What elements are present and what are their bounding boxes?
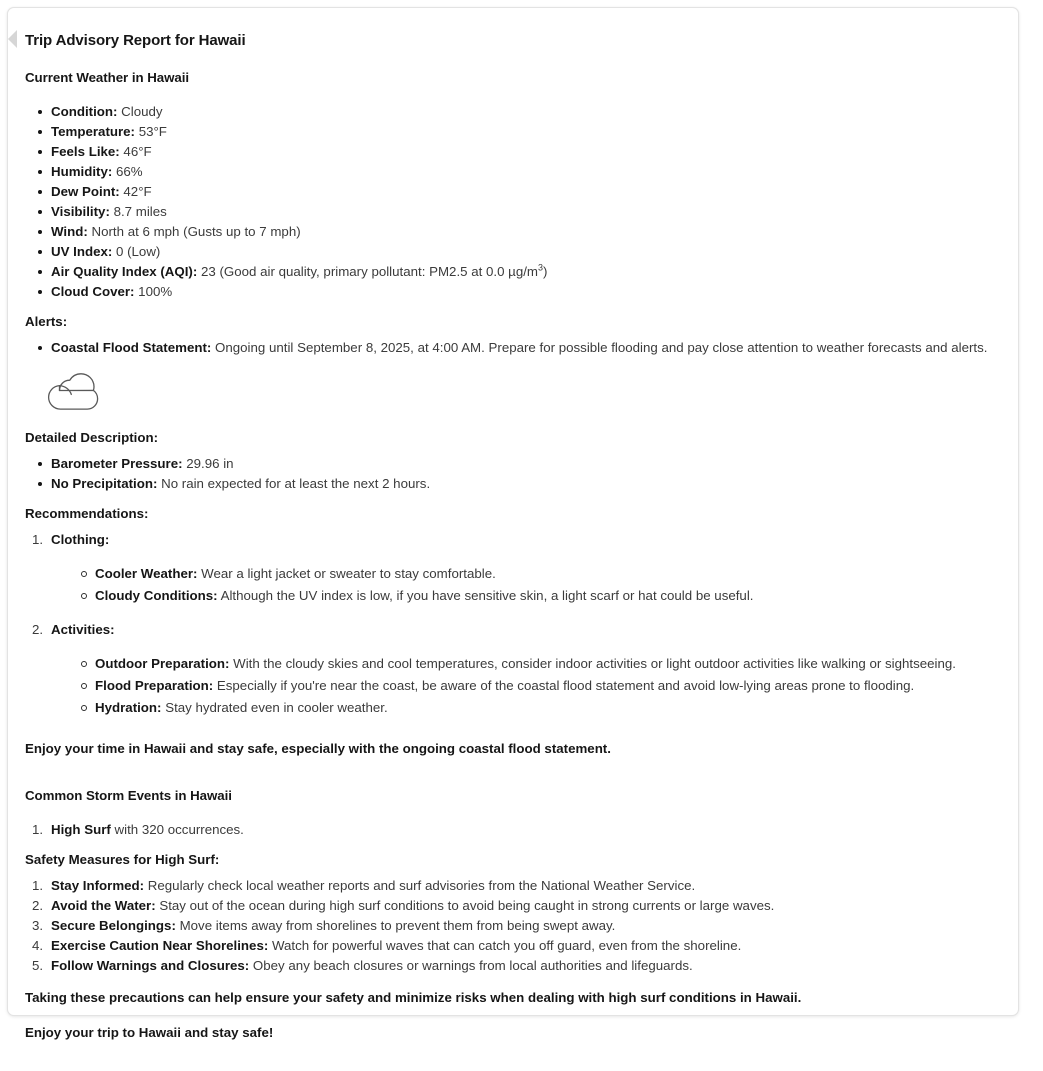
alerts-list [25, 338, 1001, 358]
recommendation-item [51, 585, 1001, 607]
alerts-heading: Alerts: [25, 314, 68, 329]
safety-label: Avoid the Water: [51, 897, 156, 913]
weather-item-label: Visibility: [51, 204, 110, 219]
storm-event-name: High Surf [51, 821, 111, 837]
safety-text: Move items away from shorelines to prevent them from being swept away. [175, 917, 616, 933]
page-title: Trip Advisory Report for Hawaii [25, 32, 246, 49]
current-weather-heading: Current Weather in Hawaii [25, 70, 190, 85]
weather-item-value: 46°F [119, 144, 152, 159]
safety-list-item [25, 916, 1001, 936]
weather-list-item [25, 162, 1001, 182]
detail-list-item [25, 454, 1001, 474]
recommendation-item [51, 675, 1001, 697]
message-tail [8, 30, 17, 48]
report-content [8, 8, 1018, 1071]
recommendation-item [51, 653, 1001, 675]
weather-item-label: Condition: [51, 104, 118, 119]
storm-event-count: with 320 occurrences. [110, 821, 244, 837]
safety-label: Stay Informed: [51, 877, 145, 893]
weather-icon-container [25, 358, 1001, 430]
closing-weather-note: Enjoy your time in Hawaii and stay safe, especially with the ongoing coastal flood statement. [25, 741, 611, 756]
recommendation-item-label: Flood Preparation: [95, 678, 214, 693]
alert-list-item [25, 338, 1001, 358]
detail-label: No Precipitation: [51, 476, 158, 491]
weather-item-label: UV Index: [51, 244, 113, 259]
weather-item-value: 0 (Low) [112, 244, 161, 259]
closing-precautions-note: Taking these precautions can help ensure your safety and minimize risks when dealing with high surf conditions in Hawaii. [25, 989, 802, 1005]
weather-item-value: 53°F [135, 124, 167, 139]
weather-item-label: Air Quality Index (AQI): [51, 264, 198, 279]
weather-item-value: Cloudy [117, 104, 163, 119]
detail-value: 29.96 in [182, 456, 234, 471]
storm-events-list [25, 820, 1001, 840]
storm-list-item [25, 820, 1001, 840]
safety-measures-list [25, 876, 1001, 976]
weather-item-value: 23 (Good air quality, primary pollutant: PM2.5 at 0.0 µg/m [197, 264, 539, 279]
weather-item-label: Feels Like: [51, 144, 120, 159]
recommendation-item-label: Outdoor Preparation: [95, 656, 230, 671]
recommendation-item-text: With the cloudy skies and cool temperatures, consider indoor activities or light outdoor activities like walking or sightseeing. [229, 656, 956, 671]
safety-list-item [25, 936, 1001, 956]
recommendation-item-text: Although the UV index is low, if you have sensitive skin, a light scarf or hat could be useful. [217, 588, 754, 603]
recommendation-group [25, 620, 1001, 719]
safety-list-item [25, 896, 1001, 916]
weather-item-label: Dew Point: [51, 184, 120, 199]
recommendation-group-label: Clothing: [51, 532, 110, 547]
weather-item-label: Humidity: [51, 164, 113, 179]
closing-trip-note: Enjoy your trip to Hawaii and stay safe! [25, 1024, 274, 1040]
detailed-description-list [25, 454, 1001, 494]
safety-measures-heading: Safety Measures for High Surf: [25, 851, 220, 867]
recommendations-list [25, 530, 1001, 719]
weather-list-item [25, 222, 1001, 242]
detail-list-item [25, 474, 1001, 494]
safety-label: Secure Belongings: [51, 917, 176, 933]
weather-item-label: Temperature: [51, 124, 135, 139]
weather-list-item [25, 242, 1001, 262]
safety-label: Exercise Caution Near Shorelines: [51, 937, 269, 953]
weather-list-item [25, 142, 1001, 162]
weather-list-item [25, 262, 1001, 282]
weather-list-item [25, 122, 1001, 142]
weather-item-value: North at 6 mph (Gusts up to 7 mph) [87, 224, 301, 239]
recommendation-sublist [51, 653, 1001, 719]
recommendation-item-label: Cloudy Conditions: [95, 588, 218, 603]
unit-exponent: 3 [538, 262, 544, 273]
detail-value: No rain expected for at least the next 2 hours. [157, 476, 431, 491]
safety-list-item [25, 876, 1001, 896]
recommendation-item-label: Hydration: [95, 700, 162, 715]
safety-list-item [25, 956, 1001, 976]
advisory-message-card [7, 7, 1019, 1040]
weather-list-item [25, 182, 1001, 202]
weather-item-value: 8.7 miles [109, 204, 167, 219]
weather-item-label: Wind: [51, 224, 88, 239]
weather-list-item [25, 102, 1001, 122]
current-weather-list [25, 102, 1001, 302]
storm-events-heading: Common Storm Events in Hawaii [25, 787, 232, 803]
recommendation-item-label: Cooler Weather: [95, 566, 198, 581]
weather-item-value: 42°F [119, 184, 152, 199]
safety-text: Regularly check local weather reports and surf advisories from the National Weather Service. [144, 877, 696, 893]
safety-text: Stay out of the ocean during high surf conditions to avoid being caught in strong currents or large waves. [155, 897, 775, 913]
recommendation-item-text: Wear a light jacket or sweater to stay comfortable. [197, 566, 496, 581]
detailed-description-heading: Detailed Description: [25, 430, 158, 445]
alert-text: Ongoing until September 8, 2025, at 4:00 AM. Prepare for possible flooding and pay close attention to weather forecasts and alerts. [211, 340, 988, 355]
safety-text: Watch for powerful waves that can catch you off guard, even from the shoreline. [268, 937, 742, 953]
safety-text: Obey any beach closures or warnings from local authorities and lifeguards. [249, 957, 693, 973]
weather-item-value: 66% [112, 164, 143, 179]
recommendation-item [51, 563, 1001, 585]
weather-item-value: 100% [134, 284, 173, 299]
safety-label: Follow Warnings and Closures: [51, 957, 250, 973]
detail-label: Barometer Pressure: [51, 456, 183, 471]
recommendation-group [25, 530, 1001, 607]
weather-item-label: Cloud Cover: [51, 284, 135, 299]
cloudy-icon [47, 372, 99, 412]
alert-label: Coastal Flood Statement: [51, 340, 212, 355]
weather-list-item [25, 202, 1001, 222]
recommendations-heading: Recommendations: [25, 506, 149, 521]
weather-item-value-tail: ) [543, 264, 548, 279]
recommendation-item-text: Especially if you're near the coast, be aware of the coastal flood statement and avoid low-lying areas prone to flooding. [213, 678, 915, 693]
recommendation-item-text: Stay hydrated even in cooler weather. [161, 700, 388, 715]
recommendation-sublist [51, 563, 1001, 607]
recommendation-group-label: Activities: [51, 622, 115, 637]
weather-list-item [25, 282, 1001, 302]
recommendation-item [51, 697, 1001, 719]
